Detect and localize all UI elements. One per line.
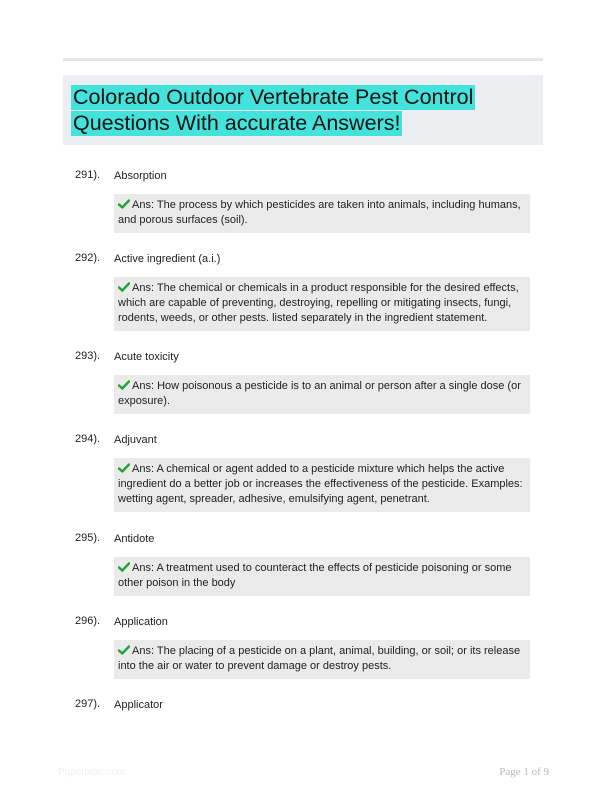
item-term: Antidote [114, 533, 155, 545]
item-number: 291). [75, 169, 101, 181]
answer-box [114, 277, 530, 331]
item-number: 292). [75, 252, 101, 264]
answer-text: Ans: How poisonous a pesticide is to an animal or person after a single dose (or exposure). [118, 380, 521, 407]
item-number: 296). [75, 615, 101, 627]
item-term: Application [114, 616, 168, 628]
answer-box [114, 375, 530, 414]
checkmark-icon [118, 199, 130, 209]
answer-text: Ans: A chemical or agent added to a pesticide mixture which helps the active ingredient do a better job or increases the effectiveness of the pesticide. Examples: wetting agent, spreader, adhesive, emulsifying agent, penetrant. [118, 463, 523, 505]
item-term: Active ingredient (a.i.) [114, 253, 221, 265]
answer-text: Ans: The placing of a pesticide on a plant, animal, building, or soil; or its release into the air or water to prevent damage or destroy pests. [118, 645, 521, 672]
item-term: Adjuvant [114, 434, 157, 446]
footer-watermark: Paperbtbc.com [58, 767, 126, 778]
page-number: Page 1 of 9 [499, 766, 549, 778]
title-line-1: Colorado Outdoor Vertebrate Pest Control [73, 85, 474, 109]
checkmark-icon [118, 463, 130, 473]
answer-text: Ans: The process by which pesticides are taken into animals, including humans, and porous surfaces (soil). [118, 199, 521, 226]
checkmark-icon [118, 645, 130, 655]
answer-text: Ans: A treatment used to counteract the effects of pesticide poisoning or some other poison in the body [118, 562, 512, 589]
item-number: 293). [75, 350, 101, 362]
answer-text: Ans: The chemical or chemicals in a product responsible for the desired effects, which are capable of preventing, destroying, repelling or mitigating insects, fungi, rodents, weeds, or other pests. listed separately in the ingredient statement. [118, 282, 519, 324]
item-number: 297). [75, 698, 101, 710]
checkmark-icon [118, 380, 130, 390]
item-number: 294). [75, 433, 101, 445]
answer-box [114, 194, 530, 233]
item-term: Acute toxicity [114, 351, 179, 363]
answer-box [114, 557, 530, 596]
page-title [71, 84, 531, 136]
item-number: 295). [75, 532, 101, 544]
top-divider [63, 58, 543, 61]
answer-box [114, 458, 530, 512]
answer-box [114, 640, 530, 679]
checkmark-icon [118, 562, 130, 572]
item-term: Applicator [114, 699, 163, 711]
checkmark-icon [118, 282, 130, 292]
item-term: Absorption [114, 170, 167, 182]
title-line-2: Questions With accurate Answers! [73, 111, 401, 135]
